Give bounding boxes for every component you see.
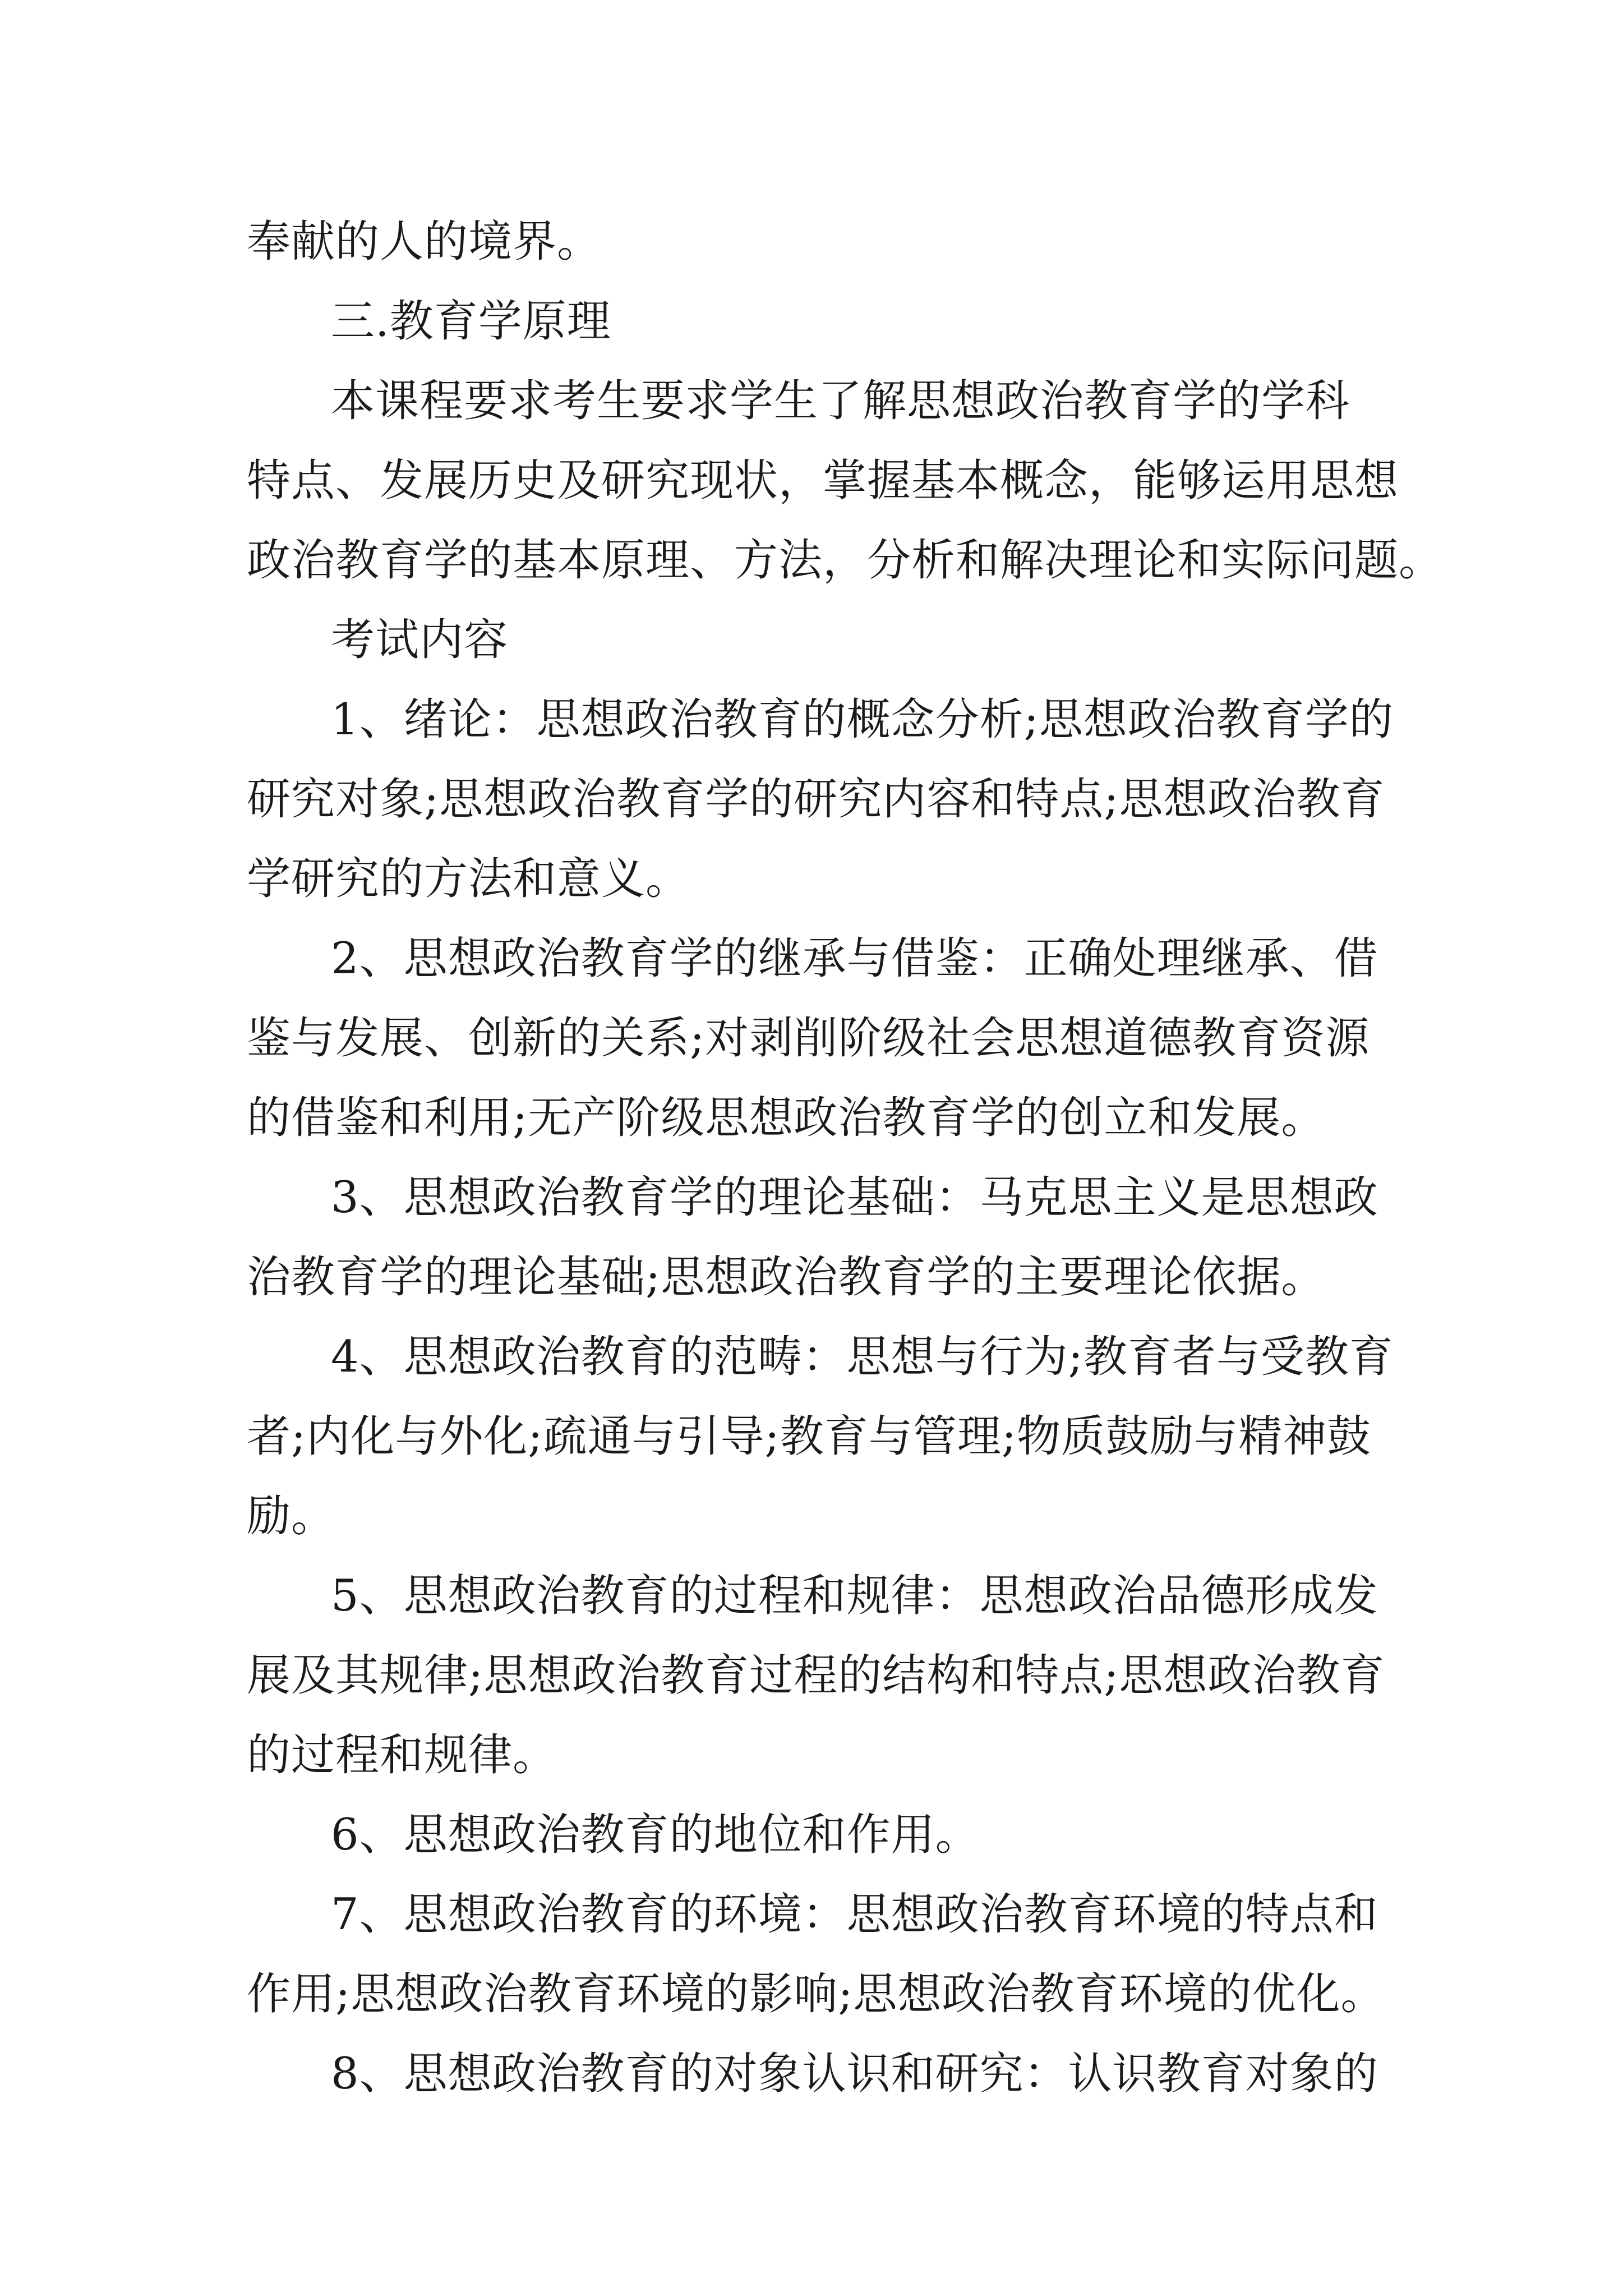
list-item-line: 研究对象;思想政治教育学的研究内容和特点;思想政治教育 [247,774,1385,825]
subsection-heading: 考试内容 [331,615,509,665]
list-item-line: 鉴与发展、创新的关系;对剥削阶级社会思想道德教育资源 [247,1013,1370,1064]
list-item-line: 4、思想政治教育的范畴：思想与行为;教育者与受教育 [331,1332,1394,1382]
list-item-line: 的过程和规律。 [247,1730,557,1780]
paragraph-line: 特点、发展历史及研究现状，掌握基本概念，能够运用思想 [247,455,1399,506]
list-item-line: 展及其规律;思想政治教育过程的结构和特点;思想政治教育 [247,1650,1385,1701]
list-item-line: 1、绪论：思想政治教育的概念分析;思想政治教育学的 [331,694,1394,745]
list-item-line: 8、思想政治教育的对象认识和研究：认识教育对象的 [331,2049,1378,2099]
document-body [247,202,1444,2114]
paragraph-line: 本课程要求考生要求学生了解思想政治教育学的学科 [331,376,1350,426]
section-heading: 三.教育学原理 [331,296,611,347]
paragraph-line: 奉献的人的境界。 [247,217,602,267]
list-item-line: 者;内化与外化;疏通与引导;教育与管理;物质鼓励与精神鼓 [247,1411,1372,1462]
list-item-line: 3、思想政治教育学的理论基础：马克思主义是思想政 [331,1172,1378,1223]
list-item-line: 治教育学的理论基础;思想政治教育学的主要理论依据。 [247,1252,1326,1303]
list-item-line: 5、思想政治教育的过程和规律：思想政治品德形成发 [331,1571,1378,1621]
list-item-line: 学研究的方法和意义。 [247,854,690,904]
list-item-line: 6、思想政治教育的地位和作用。 [331,1810,980,1860]
list-item-line: 2、思想政治教育学的继承与借鉴：正确处理继承、借 [331,933,1378,984]
list-item-line: 作用;思想政治教育环境的影响;思想政治教育环境的优化。 [247,1969,1385,2019]
list-item-line: 励。 [247,1491,336,1542]
paragraph-line: 政治教育学的基本原理、方法，分析和解决理论和实际问题。 [247,535,1444,586]
list-item-line: 的借鉴和利用;无产阶级思想政治教育学的创立和发展。 [247,1093,1326,1143]
list-item-line: 7、思想政治教育的环境：思想政治教育环境的特点和 [331,1889,1378,1940]
